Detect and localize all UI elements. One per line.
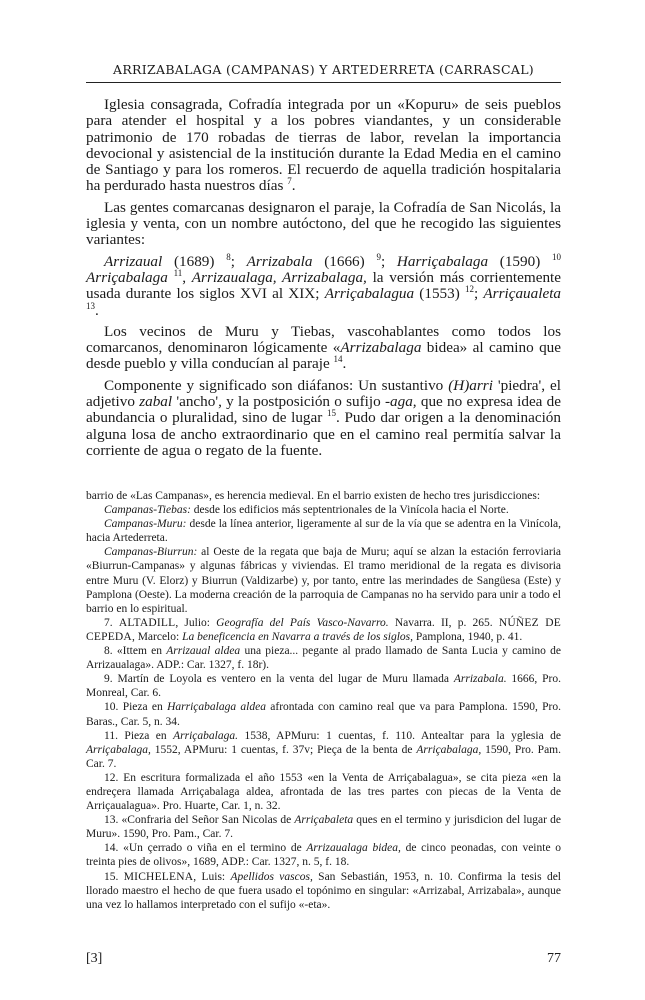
footnote-7: 7. ALTADILL, Julio: Geografía del País Vasco-Navarro. Navarra. II, p. 265. NÚÑEZ DE CEPEDA, Marcelo: La beneficencia en Navarra a través de los siglos, Pamplona, 1940, p. 41. — [86, 616, 561, 643]
paragraph-3: Los vecinos de Muru y Tiebas, vascohablantes como todos los comarcanos, denominaron lógicamente «Arrizabalaga bidea» al camino que desde pueblo y villa conducían al paraje $^{14}$. — [86, 322, 561, 373]
footnote-13: 13. «Confraria del Señor San Nicolas de Arriçabaleta ques en el termino y jurisdicion del lugar de Muru». 1590, Pro. Pam., Car. 7. — [86, 814, 561, 841]
footnote-12: 12. En escritura formalizada el año 1553 «en la Venta de Arriçabalagua», se cita pieza «en la endreçera llamada Arriçabalaga aldea, afrontada de las tres partes con piecas de la Venta de Arriçaualagua». Pro. Huarte, Car. 1, n. 32. — [86, 771, 561, 813]
footnote-jurisdiction-biurrun: Campanas-Biurrun: al Oeste de la regata que baja de Muru; aquí se alzan la estación ferroviaria «Biurrun-Campanas» y algunas fábricas y viviendas. El tramo meridional de la regata es divisoria entre Muru (V. Elorz) y Biurrun (Valdizarbe) y, por tanto, entre las merindades de Sangüesa (Este) y Pamplona (Oeste). La moderna creación de la parroquia de Campanas no ha servido para unir a todo el barrio en lo espiritual. — [86, 546, 561, 615]
footnote-continuation: barrio de «Las Campanas», es herencia medieval. En el barrio existen de hecho tres jurisdicciones: — [86, 490, 541, 502]
footnote-10: 10. Pieza en Harriçabalaga aldea afrontada con camino real que va para Pamplona. 1590, Pro. Baras., Car. 5, n. 34. — [86, 701, 562, 728]
variants-paragraph: Arrizaual (1689) $^8$; Arrizabala (1666) $^9$; Harriçabalaga (1590) $^{10}$ Arriçabalaga $^{11}$, Arrizaualaga, Arrizabalaga, la versión más corrientemente usada durante los siglos XVI al XIX; Arriçabalagua (1553) $^{12}$; Arriçaualeta $^{13}$. — [86, 251, 562, 319]
footnote-8: 8. «Ittem en Arrizaual aldea una pieza... pegante al prado llamado de Santa Lucia y camino de Arrizaualaga». ADP.: Car. 1327, f. 18r). — [86, 645, 562, 672]
paragraph-1: Iglesia consagrada, Cofradía integrada por un «Kopuru» de seis pueblos para atender el hospital y a los pobres viandantes, y un considerable patrimonio de 170 robadas de tierras de labor, revelan la importancia devocional y asistencial de la institución durante la Edad Media en el camino de Santiago y para los romeros. El recuerdo de aquella tradición hospitalaria ha perdurado hasta nuestros días $^7$. — [86, 96, 561, 195]
page-number: 77 — [547, 951, 561, 966]
footnote-15: 15. MICHELENA, Luis: Apellidos vascos, San Sebastián, 1953, n. 10. Confirma la tesis del llorado maestro el hecho de que fuera usado el topónimo en singular: «Arrizabal, Arrizabala», aunque una vez lo hallamos interpretado con el sufijo «-eta». — [86, 870, 561, 911]
running-title: ARRIZABALAGA (CAMPANAS) Y ARTEDERRETA (CARRASCAL) — [113, 62, 534, 77]
main-text — [86, 97, 561, 464]
section-marker: [3] — [86, 951, 103, 966]
footnotes — [86, 489, 561, 912]
paragraph-4: Componente y significado son diáfanos: Un sustantivo (H)arri 'piedra', el adjetivo zabal 'ancho', y la postposición o sufijo -aga, que no expresa idea de abundancia o pluralidad, sino de lugar $^{15}$. Pudo dar origen a la denominación alguna losa de ancho extraordinario que en el camino real permitía salvar la corriente de agua o regato de la fuente. — [86, 376, 562, 459]
footnote-14: 14. «Un çerrado o viña en el termino de Arrizaualaga bidea, de cinco peonadas, con veinte o treinta pies de olivos», 1689, ADP.: Car. 1327, n. 5, f. 18. — [86, 842, 562, 869]
footnote-jurisdiction-tiebas: Campanas-Tiebas: desde los edificios más septentrionales de la Vinícola hacia el Norte. — [104, 504, 509, 517]
footnote-jurisdiction-muru: Campanas-Muru: desde la línea anterior, ligeramente al sur de la vía que se adentra en la Vinícola, hacia Artederreta. — [86, 518, 561, 545]
footnote-9: 9. Martín de Loyola es ventero en la venta del lugar de Muru llamada Arrizabala. 1666, Pro. Monreal, Car. 6. — [86, 673, 562, 700]
paragraph-2: Las gentes comarcanas designaron el paraje, la Cofradía de San Nicolás, la iglesia y venta, con un nombre autóctono, del que he recogido las siguientes variantes: — [86, 198, 561, 249]
header-rule — [86, 82, 561, 83]
footnote-ref-7: 7 — [287, 176, 292, 187]
footnote-11: 11. Pieza en Arriçabalaga. 1538, APMuru: 1 cuentas, f. 110. Antealtar para la yglesia de Arriçabalaga, 1552, APMuru: 1 cuentas, f. 37v; Pieça de la benta de Arriçabalaga, 1590, Pro. Pam. Car. 7. — [86, 729, 562, 770]
